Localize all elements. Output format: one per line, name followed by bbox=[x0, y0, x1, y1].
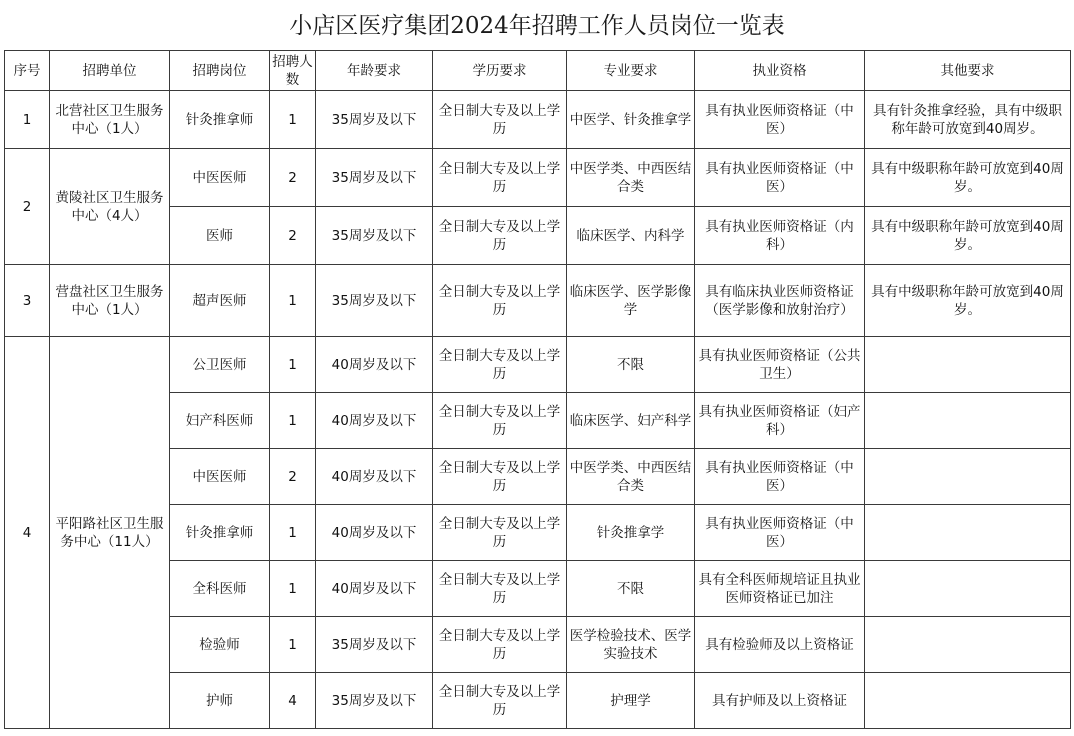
major-cell: 不限 bbox=[567, 337, 695, 393]
age-cell: 40周岁及以下 bbox=[316, 561, 433, 617]
unit-name: 北营社区卫生服务中心（1人） bbox=[50, 91, 170, 149]
header-position: 招聘岗位 bbox=[170, 51, 270, 91]
count-cell: 1 bbox=[270, 561, 316, 617]
age-cell: 35周岁及以下 bbox=[316, 207, 433, 265]
count-cell: 1 bbox=[270, 393, 316, 449]
license-cell: 具有执业医师资格证（公共卫生） bbox=[695, 337, 865, 393]
header-row bbox=[5, 51, 1071, 91]
license-cell: 具有全科医师规培证且执业医师资格证已加注 bbox=[695, 561, 865, 617]
recruitment-table bbox=[4, 50, 1071, 729]
position-cell: 全科医师 bbox=[170, 561, 270, 617]
header-seq: 序号 bbox=[5, 51, 50, 91]
header-age: 年龄要求 bbox=[316, 51, 433, 91]
other-cell bbox=[865, 673, 1071, 729]
header-unit: 招聘单位 bbox=[50, 51, 170, 91]
unit-name: 黄陵社区卫生服务中心（4人） bbox=[50, 149, 170, 265]
age-cell: 35周岁及以下 bbox=[316, 673, 433, 729]
license-cell: 具有执业医师资格证（中医） bbox=[695, 91, 865, 149]
count-cell: 1 bbox=[270, 265, 316, 337]
age-cell: 40周岁及以下 bbox=[316, 393, 433, 449]
count-cell: 1 bbox=[270, 337, 316, 393]
count-cell: 1 bbox=[270, 91, 316, 149]
table-row bbox=[5, 337, 1071, 393]
position-cell: 妇产科医师 bbox=[170, 393, 270, 449]
education-cell: 全日制大专及以上学历 bbox=[433, 265, 567, 337]
count-cell: 1 bbox=[270, 617, 316, 673]
major-cell: 临床医学、妇产科学 bbox=[567, 393, 695, 449]
license-cell: 具有护师及以上资格证 bbox=[695, 673, 865, 729]
other-cell: 具有中级职称年龄可放宽到40周岁。 bbox=[865, 207, 1071, 265]
age-cell: 35周岁及以下 bbox=[316, 149, 433, 207]
position-cell: 检验师 bbox=[170, 617, 270, 673]
count-cell: 2 bbox=[270, 449, 316, 505]
major-cell: 中医学类、中西医结合类 bbox=[567, 449, 695, 505]
header-count: 招聘人数 bbox=[270, 51, 316, 91]
age-cell: 35周岁及以下 bbox=[316, 265, 433, 337]
age-cell: 35周岁及以下 bbox=[316, 91, 433, 149]
position-cell: 护师 bbox=[170, 673, 270, 729]
major-cell: 临床医学、内科学 bbox=[567, 207, 695, 265]
table-row bbox=[5, 149, 1071, 207]
header-other: 其他要求 bbox=[865, 51, 1071, 91]
unit-seq: 4 bbox=[5, 337, 50, 729]
unit-seq: 1 bbox=[5, 91, 50, 149]
education-cell: 全日制大专及以上学历 bbox=[433, 449, 567, 505]
other-cell bbox=[865, 505, 1071, 561]
age-cell: 40周岁及以下 bbox=[316, 337, 433, 393]
license-cell: 具有执业医师资格证（中医） bbox=[695, 505, 865, 561]
header-major: 专业要求 bbox=[567, 51, 695, 91]
header-education: 学历要求 bbox=[433, 51, 567, 91]
unit-name: 平阳路社区卫生服务中心（11人） bbox=[50, 337, 170, 729]
major-cell: 医学检验技术、医学实验技术 bbox=[567, 617, 695, 673]
other-cell bbox=[865, 337, 1071, 393]
position-cell: 公卫医师 bbox=[170, 337, 270, 393]
position-cell: 中医医师 bbox=[170, 149, 270, 207]
other-cell: 具有中级职称年龄可放宽到40周岁。 bbox=[865, 149, 1071, 207]
unit-seq: 3 bbox=[5, 265, 50, 337]
position-cell: 针灸推拿师 bbox=[170, 505, 270, 561]
license-cell: 具有执业医师资格证（中医） bbox=[695, 449, 865, 505]
unit-seq: 2 bbox=[5, 149, 50, 265]
position-cell: 医师 bbox=[170, 207, 270, 265]
major-cell: 中医学、针灸推拿学 bbox=[567, 91, 695, 149]
education-cell: 全日制大专及以上学历 bbox=[433, 207, 567, 265]
license-cell: 具有执业医师资格证（妇产科） bbox=[695, 393, 865, 449]
license-cell: 具有临床执业医师资格证（医学影像和放射治疗） bbox=[695, 265, 865, 337]
other-cell bbox=[865, 561, 1071, 617]
other-cell: 具有针灸推拿经验，具有中级职称年龄可放宽到40周岁。 bbox=[865, 91, 1071, 149]
other-cell: 具有中级职称年龄可放宽到40周岁。 bbox=[865, 265, 1071, 337]
table-row bbox=[5, 91, 1071, 149]
license-cell: 具有检验师及以上资格证 bbox=[695, 617, 865, 673]
count-cell: 4 bbox=[270, 673, 316, 729]
license-cell: 具有执业医师资格证（中医） bbox=[695, 149, 865, 207]
education-cell: 全日制大专及以上学历 bbox=[433, 673, 567, 729]
position-cell: 针灸推拿师 bbox=[170, 91, 270, 149]
major-cell: 中医学类、中西医结合类 bbox=[567, 149, 695, 207]
other-cell bbox=[865, 617, 1071, 673]
major-cell: 针灸推拿学 bbox=[567, 505, 695, 561]
header-license: 执业资格 bbox=[695, 51, 865, 91]
major-cell: 护理学 bbox=[567, 673, 695, 729]
education-cell: 全日制大专及以上学历 bbox=[433, 149, 567, 207]
other-cell bbox=[865, 449, 1071, 505]
page-title: 小店区医疗集团2024年招聘工作人员岗位一览表 bbox=[289, 13, 785, 39]
count-cell: 1 bbox=[270, 505, 316, 561]
education-cell: 全日制大专及以上学历 bbox=[433, 505, 567, 561]
license-cell: 具有执业医师资格证（内科） bbox=[695, 207, 865, 265]
position-cell: 中医医师 bbox=[170, 449, 270, 505]
age-cell: 40周岁及以下 bbox=[316, 505, 433, 561]
position-cell: 超声医师 bbox=[170, 265, 270, 337]
major-cell: 临床医学、医学影像学 bbox=[567, 265, 695, 337]
education-cell: 全日制大专及以上学历 bbox=[433, 617, 567, 673]
education-cell: 全日制大专及以上学历 bbox=[433, 337, 567, 393]
education-cell: 全日制大专及以上学历 bbox=[433, 91, 567, 149]
count-cell: 2 bbox=[270, 207, 316, 265]
education-cell: 全日制大专及以上学历 bbox=[433, 393, 567, 449]
table-row bbox=[5, 265, 1071, 337]
age-cell: 35周岁及以下 bbox=[316, 617, 433, 673]
education-cell: 全日制大专及以上学历 bbox=[433, 561, 567, 617]
age-cell: 40周岁及以下 bbox=[316, 449, 433, 505]
other-cell bbox=[865, 393, 1071, 449]
major-cell: 不限 bbox=[567, 561, 695, 617]
unit-name: 营盘社区卫生服务中心（1人） bbox=[50, 265, 170, 337]
count-cell: 2 bbox=[270, 149, 316, 207]
